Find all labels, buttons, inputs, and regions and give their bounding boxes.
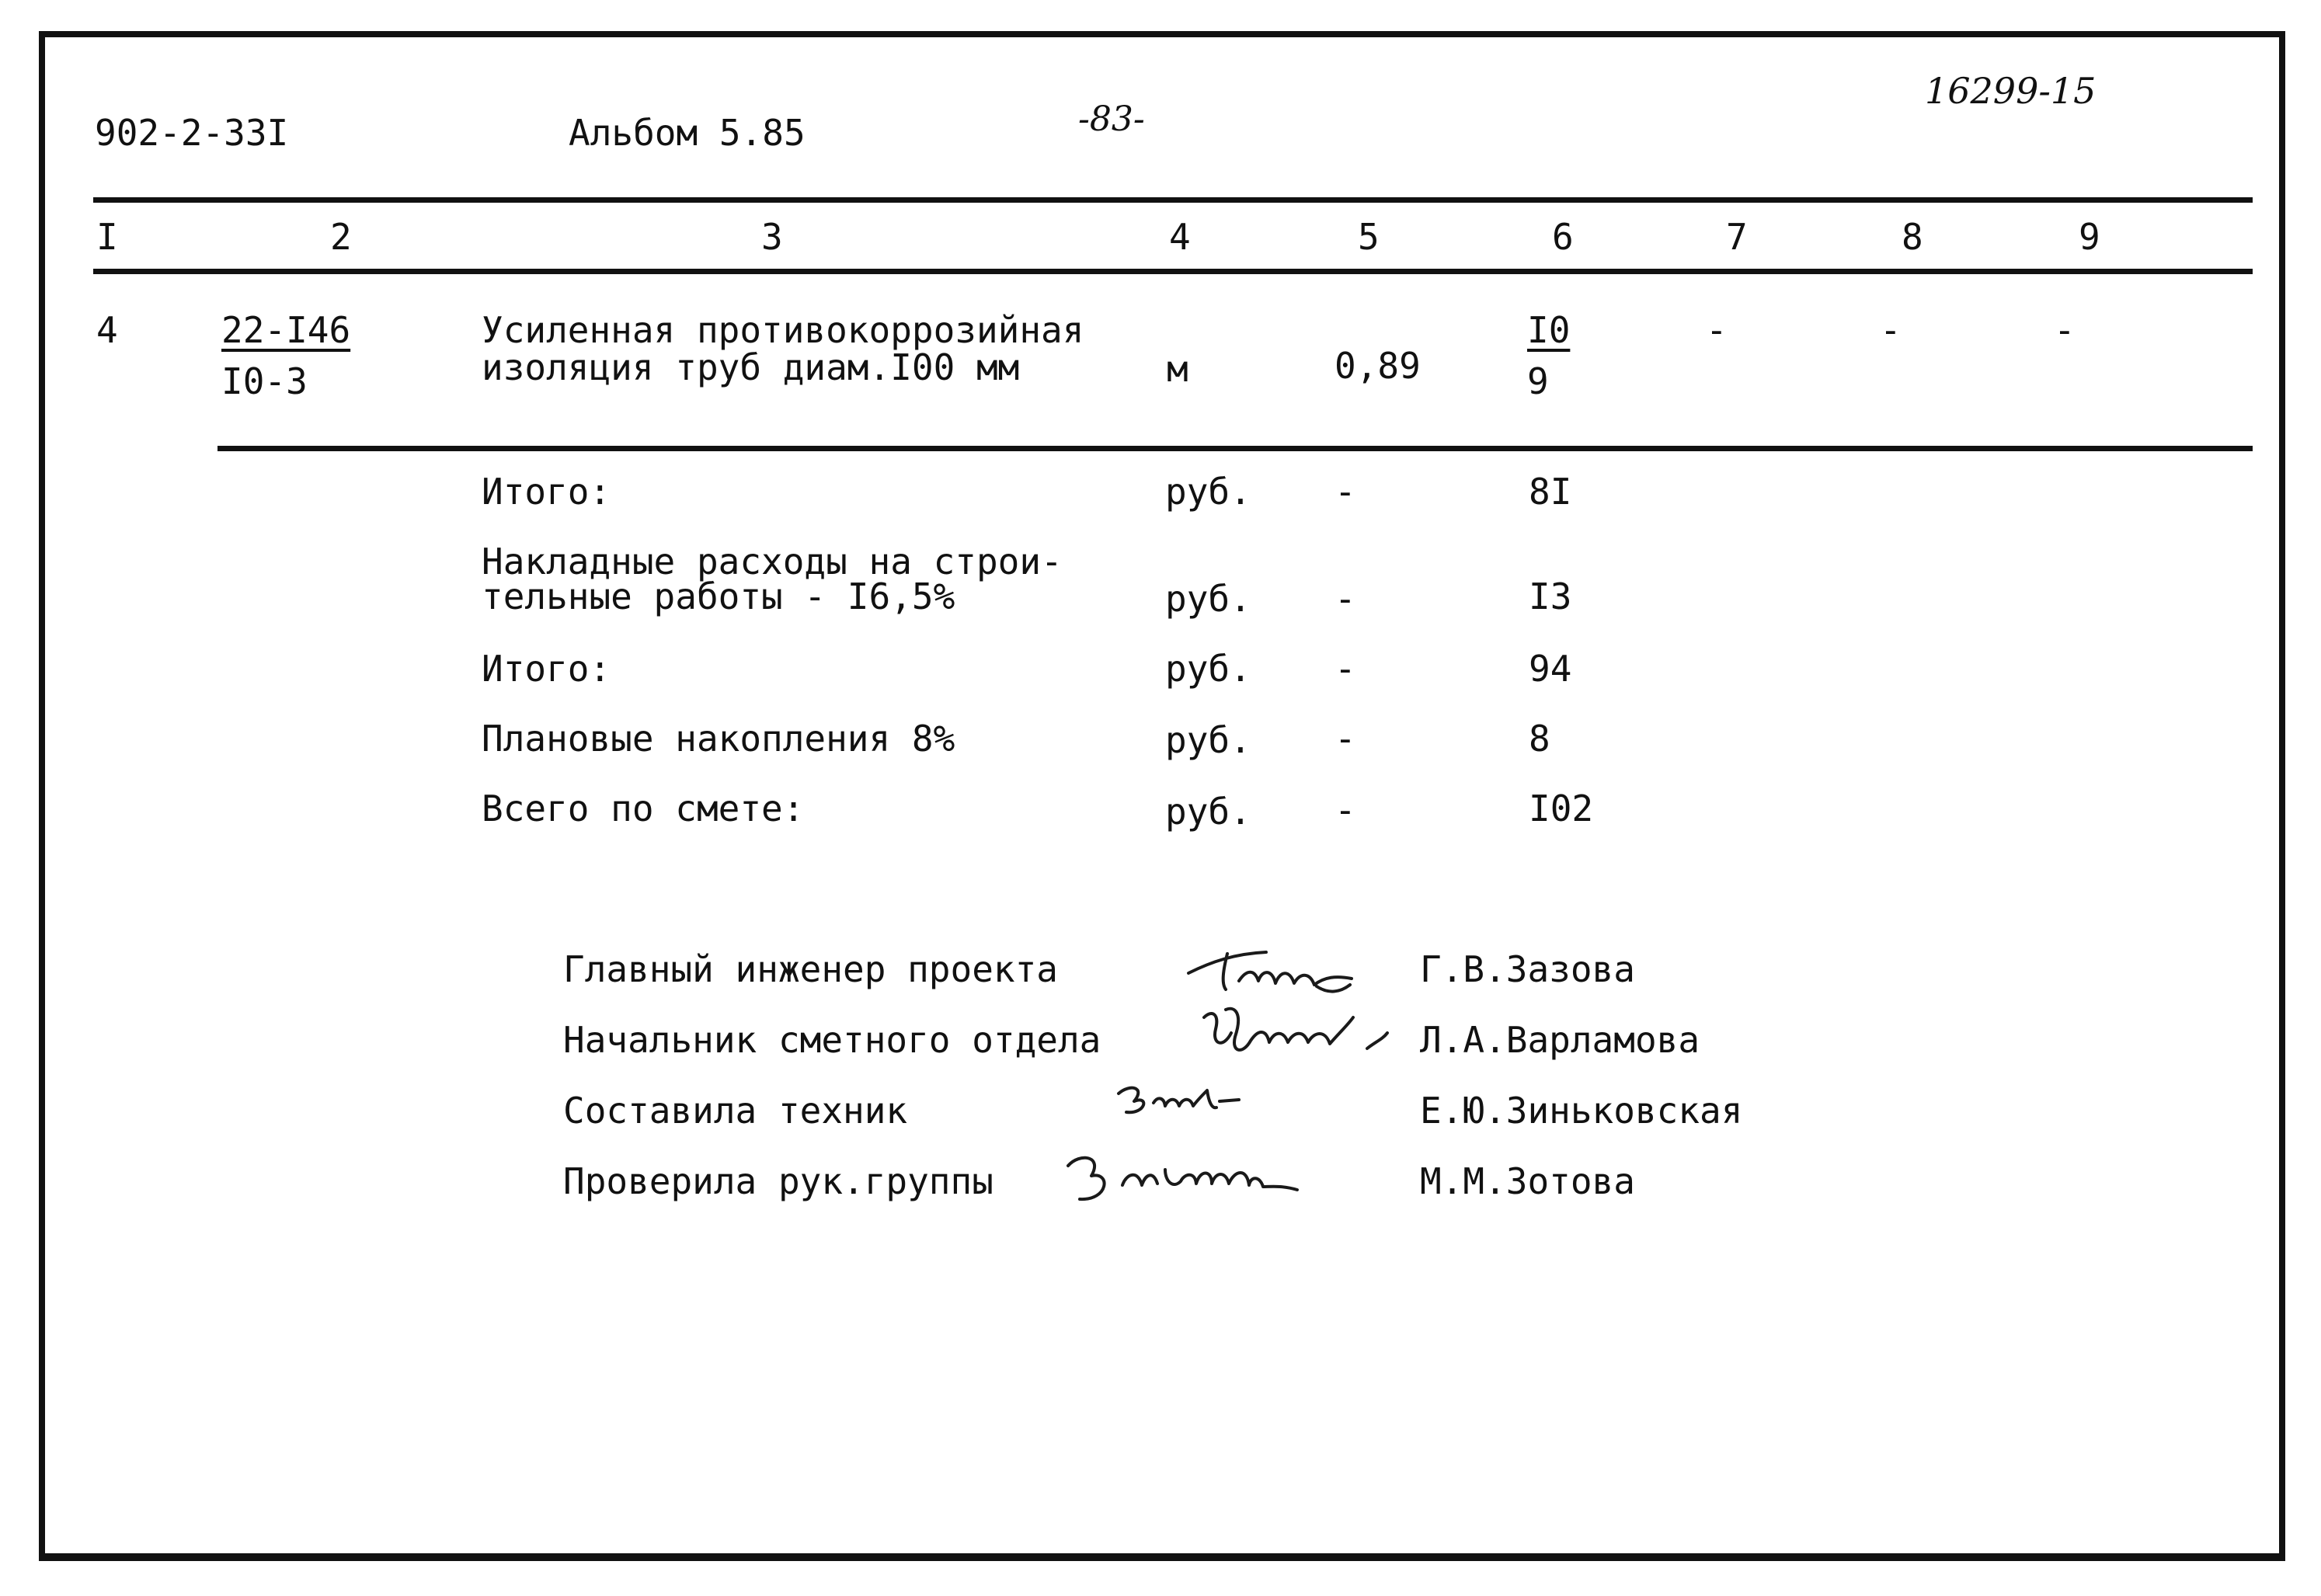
column-header-3: 3 xyxy=(761,216,783,258)
overhead-label-line1: Накладные расходы на строи- xyxy=(482,541,1063,582)
subtotal-value: 94 xyxy=(1529,648,1572,690)
savings-value: 8 xyxy=(1529,718,1550,760)
grand-total-dash: - xyxy=(1334,789,1356,831)
signer-role-1: Главный инженер проекта xyxy=(563,948,1058,990)
item-cost-bottom: 9 xyxy=(1527,360,1549,402)
item-cost-top: I0 xyxy=(1527,309,1571,351)
column-header-9: 9 xyxy=(2079,216,2100,258)
item-quantity: 0,89 xyxy=(1334,345,1421,387)
signer-role-3: Составила техник xyxy=(563,1090,908,1132)
grand-total-value: I02 xyxy=(1529,788,1594,829)
item-col7: - xyxy=(1706,309,1728,351)
item-col8: - xyxy=(1880,309,1902,351)
signer-name-3: Е.Ю.Зиньковская xyxy=(1420,1090,1743,1132)
totals-rule xyxy=(217,446,2253,451)
overhead-unit: руб. xyxy=(1165,578,1251,620)
header-rule-bottom xyxy=(93,269,2253,274)
total-label: Итого: xyxy=(482,471,611,513)
savings-unit: руб. xyxy=(1165,719,1251,761)
document-number: 16299-15 xyxy=(1925,70,2097,112)
signature-2 xyxy=(1188,994,1406,1064)
page-frame xyxy=(39,31,2285,1561)
overhead-dash: - xyxy=(1334,578,1356,620)
project-code: 902-2-33I xyxy=(95,112,289,154)
item-code-top: 22-I46 xyxy=(221,309,351,351)
savings-dash: - xyxy=(1334,718,1356,760)
overhead-value: I3 xyxy=(1529,575,1572,617)
column-header-8: 8 xyxy=(1902,216,1923,258)
column-header-2: 2 xyxy=(330,216,352,258)
total-dash: - xyxy=(1334,471,1356,513)
signer-name-4: М.М.Зотова xyxy=(1420,1160,1635,1202)
overhead-label-line2: тельные работы - I6,5% xyxy=(482,575,955,617)
page-number: -83- xyxy=(1078,99,1145,139)
grand-total-unit: руб. xyxy=(1165,791,1251,833)
subtotal-label: Итого: xyxy=(482,648,611,690)
savings-label: Плановые накопления 8% xyxy=(482,718,955,760)
subtotal-dash: - xyxy=(1334,648,1356,690)
total-value: 8I xyxy=(1529,471,1572,513)
item-description-line2: изоляция труб диам.I00 мм xyxy=(482,346,1020,388)
column-header-4: 4 xyxy=(1169,216,1191,258)
signer-role-4: Проверила рук.группы xyxy=(563,1160,993,1202)
signature-4 xyxy=(1056,1139,1336,1216)
header-rule-top xyxy=(93,197,2253,203)
signature-1 xyxy=(1181,938,1390,1000)
column-header-7: 7 xyxy=(1726,216,1748,258)
item-unit: м xyxy=(1167,348,1188,390)
total-unit: руб. xyxy=(1165,471,1251,513)
signer-role-2: Начальник сметного отдела xyxy=(563,1019,1101,1061)
signer-name-2: Л.А.Варламова xyxy=(1420,1019,1700,1061)
grand-total-label: Всего по смете: xyxy=(482,788,805,829)
column-header-1: I xyxy=(96,216,118,258)
item-col9: - xyxy=(2054,309,2076,351)
item-description-line1: Усиленная противокоррозийная xyxy=(482,309,1084,351)
subtotal-unit: руб. xyxy=(1165,648,1251,690)
column-header-5: 5 xyxy=(1358,216,1380,258)
album-label: Альбом 5.85 xyxy=(569,112,806,154)
signer-name-1: Г.В.Зазова xyxy=(1420,948,1635,990)
column-header-6: 6 xyxy=(1552,216,1574,258)
item-code-bottom: I0-3 xyxy=(221,360,308,402)
item-number: 4 xyxy=(96,309,118,351)
signature-3 xyxy=(1111,1072,1266,1126)
